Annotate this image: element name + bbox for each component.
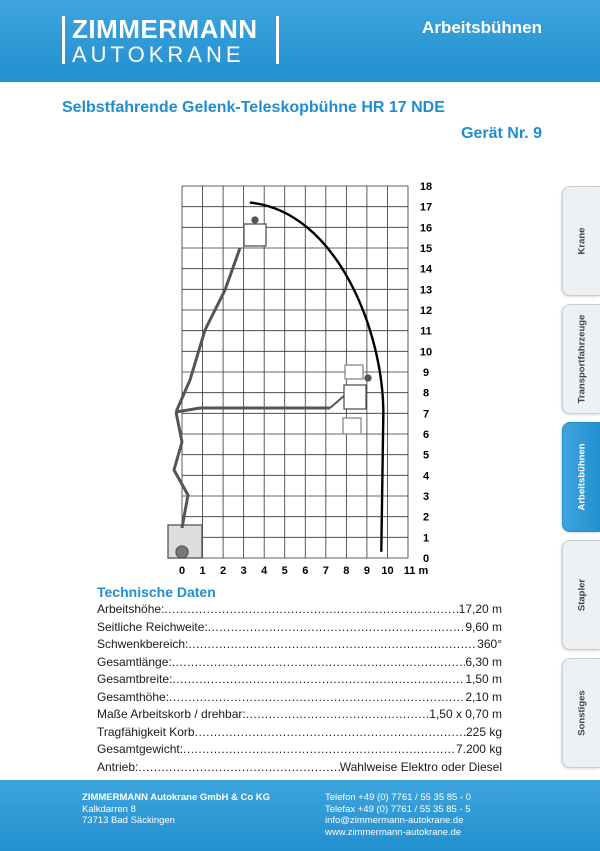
page-title: Selbstfahrende Gelenk-Teleskopbühne HR 17 NDE: [62, 99, 445, 116]
spec-row: [97, 760, 502, 778]
spec-row: [97, 620, 502, 638]
device-number: Gerät Nr. 9: [461, 125, 542, 142]
spec-row: [97, 725, 502, 743]
x-tick-label: 5: [281, 565, 288, 577]
spec-label: Schwenkbereich:: [97, 637, 189, 651]
leader-dots: [172, 655, 466, 669]
logo-bar-left: [62, 16, 65, 64]
leader-dots: [183, 742, 456, 756]
x-tick-label: 1: [199, 565, 206, 577]
y-tick-label: 2: [422, 511, 430, 524]
y-tick-label: 13: [419, 284, 433, 297]
basket-side-upper: [345, 365, 363, 379]
y-tick-label: 17: [419, 201, 433, 214]
logo-text-bottom: AUTOKRANE: [72, 42, 245, 67]
footer-street: Kalkdarren 8: [82, 803, 136, 815]
x-tick-label: 2: [220, 565, 227, 577]
company-logo[interactable]: [62, 12, 280, 68]
basket-top: [244, 224, 266, 246]
leader-dots: [172, 672, 465, 686]
y-tick-label: 18: [419, 181, 433, 193]
leader-dots: [169, 690, 465, 704]
x-tick-label: 3: [240, 565, 247, 577]
leader-dots: [188, 637, 477, 651]
footer-phone[interactable]: Telefon +49 (0) 7761 / 55 35 85 - 0: [325, 792, 472, 803]
y-tick-label: 1: [422, 532, 430, 545]
spec-label: Gesamtbreite:: [97, 672, 173, 686]
spec-value: Wahlweise Elektro oder Diesel: [339, 759, 502, 774]
tab-krane[interactable]: [562, 186, 600, 296]
spec-row: [97, 690, 502, 708]
spec-label: Antrieb:: [97, 759, 139, 774]
x-tick-label: 0: [178, 565, 186, 577]
category-title: Arbeitsbühnen: [422, 18, 542, 37]
footer-contacts: [325, 792, 471, 838]
tab-arbeitsbuehnen[interactable]: [562, 422, 600, 532]
y-tick-label: 15: [419, 243, 433, 255]
spec-row: [97, 707, 502, 725]
x-tick-label: 9: [363, 565, 370, 577]
x-tick-label: 8: [343, 565, 350, 577]
x-axis-labels: [179, 565, 429, 577]
spec-value: 9,60 m: [465, 619, 502, 634]
spec-value: 17,20 m: [458, 602, 502, 616]
operator-icon: [252, 217, 258, 223]
y-tick-label: 11: [420, 325, 432, 338]
spec-value: 360°: [477, 637, 502, 651]
spec-value: 1,50 x 0,70 m: [429, 707, 502, 721]
x-tick-label: 6: [302, 565, 309, 577]
platform-machine-illustration: [168, 217, 371, 558]
header-banner: [0, 0, 600, 82]
spec-row: [97, 742, 502, 760]
leader-dots: [138, 760, 339, 774]
tab-label: Krane: [576, 227, 587, 255]
footer-contact: [0, 780, 600, 851]
spec-row: [97, 672, 502, 690]
spec-label: Arbeitshöhe:: [97, 602, 165, 616]
y-tick-label: 10: [419, 346, 433, 359]
y-tick-label: 16: [419, 222, 433, 235]
footer-address: [82, 792, 270, 827]
y-tick-label: 7: [422, 408, 430, 421]
footer-company: ZIMMERMANN Autokrane GmbH & Co KG: [82, 792, 271, 803]
x-tick-label: 11 m: [403, 565, 429, 577]
wheel-icon: [176, 546, 188, 558]
working-range-diagram: [160, 180, 440, 580]
footer-web-link[interactable]: www.zimmermann-autokrane.de: [325, 826, 462, 838]
y-tick-label: 14: [419, 263, 433, 276]
spec-row: [97, 637, 502, 655]
tab-sonstiges[interactable]: [562, 658, 600, 768]
y-tick-label: 0: [422, 553, 430, 565]
spec-value: 6,30 m: [465, 654, 502, 669]
spec-row: [97, 602, 502, 620]
spec-value: 2,10 m: [465, 689, 502, 704]
footer-email-link[interactable]: info@zimmermann-autokrane.de: [325, 815, 464, 826]
footer-fax: Telefax +49 (0) 7761 / 55 35 85 - 5: [325, 803, 471, 815]
basket-side-lower: [343, 418, 361, 434]
tech-data-list: [97, 602, 502, 777]
spec-label: Gesamtlänge:: [97, 654, 172, 669]
tab-transportfahrzeuge[interactable]: [562, 304, 600, 414]
spec-label: Gesamtgewicht:: [97, 742, 184, 756]
x-tick-label: 10: [381, 565, 394, 577]
x-tick-label: 4: [261, 565, 268, 577]
leader-dots: [208, 620, 466, 634]
tab-label: Stapler: [576, 578, 587, 612]
diagram-grid: [182, 186, 408, 558]
spec-label: Maße Arbeitskorb / drehbar:: [97, 707, 246, 721]
spec-value: 7.200 kg: [455, 742, 502, 756]
y-axis-labels: [420, 181, 433, 565]
operator-icon: [365, 375, 371, 381]
y-tick-label: 6: [422, 429, 430, 441]
tab-stapler[interactable]: [562, 540, 600, 650]
spec-label: Gesamthöhe:: [97, 689, 170, 704]
y-tick-label: 9: [422, 367, 430, 379]
tab-label: Sonstiges: [576, 690, 587, 736]
telescopic-boom-horizontal: [176, 408, 330, 412]
tech-data-title: Technische Daten: [97, 584, 216, 600]
logo-text-top: ZIMMERMANN: [72, 14, 258, 44]
y-tick-label: 12: [419, 305, 433, 317]
spec-row: [97, 655, 502, 673]
leader-dots: [195, 725, 466, 739]
jib-arm: [330, 395, 345, 408]
spec-label: Seitliche Reichweite:: [97, 619, 208, 634]
leader-dots: [246, 707, 430, 721]
x-tick-label: 7: [322, 565, 329, 577]
telescopic-boom-raised: [176, 248, 240, 412]
footer-city: 73713 Bad Säckingen: [82, 815, 175, 826]
y-tick-label: 8: [422, 387, 430, 400]
y-tick-label: 3: [422, 491, 430, 503]
spec-value: 225 kg: [465, 724, 502, 739]
spec-label: Tragfähigkeit Korb: [97, 724, 195, 739]
y-tick-label: 5: [422, 449, 430, 462]
leader-dots: [164, 602, 458, 616]
logo-bar-right: [276, 16, 279, 64]
lower-boom: [174, 412, 188, 528]
tab-label: Transportfahrzeuge: [576, 314, 587, 404]
y-tick-label: 4: [422, 470, 430, 483]
basket-side: [344, 385, 366, 409]
spec-value: 1,50 m: [465, 672, 502, 686]
tab-label: Arbeitsbühnen: [576, 443, 587, 511]
